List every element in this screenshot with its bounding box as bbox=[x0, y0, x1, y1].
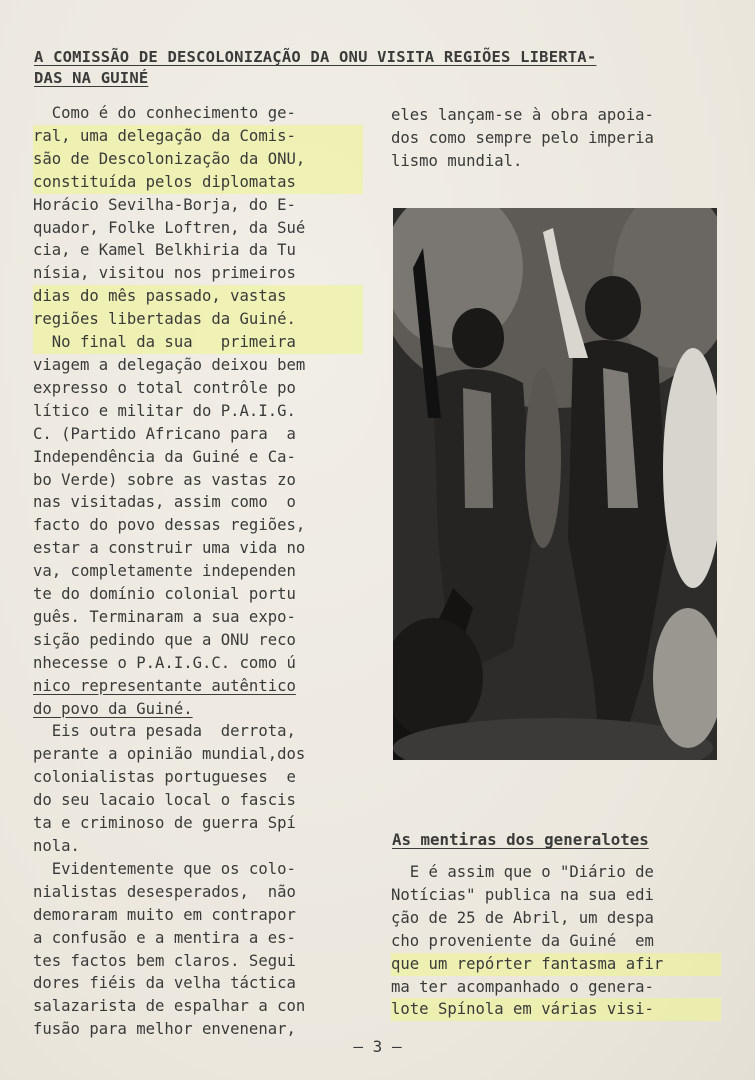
text-line: sição pedindo que a ONU reco bbox=[33, 630, 296, 649]
text-line: cho proveniente da Guiné em bbox=[391, 931, 654, 950]
text-line: do seu lacaio local o fascis bbox=[33, 791, 296, 810]
text-line: que um repórter fantasma afir bbox=[391, 953, 721, 976]
text-line: ção de 25 de Abril, um despa bbox=[391, 908, 654, 927]
text-line: Horácio Sevilha-Borja, do E- bbox=[33, 195, 296, 214]
text-line: C. (Partido Africano para a bbox=[33, 424, 296, 443]
text-line: dores fiéis da velha táctica bbox=[33, 974, 296, 993]
photo-figures bbox=[393, 208, 717, 760]
guerrilla-fighters-photo bbox=[393, 208, 717, 760]
page-number: — 3 — bbox=[353, 1037, 402, 1056]
text-line: lote Spínola em várias visi- bbox=[391, 998, 721, 1021]
text-line: são de Descolonização da ONU, bbox=[33, 148, 363, 171]
right-column-top bbox=[391, 104, 721, 173]
text-line: Eis outra pesada derrota, bbox=[33, 722, 296, 741]
text-line: lítico e militar do P.A.I.G. bbox=[33, 401, 296, 420]
text-line: do povo da Guiné. bbox=[33, 699, 193, 718]
text-line: perante a opinião mundial,dos bbox=[33, 745, 306, 764]
text-line: nísia, visitou nos primeiros bbox=[33, 264, 296, 283]
text-line: Evidentemente que os colo- bbox=[33, 859, 296, 878]
text-line: tes factos bem claros. Segui bbox=[33, 951, 296, 970]
text-line: Como é do conhecimento ge- bbox=[33, 104, 296, 122]
text-line: constituída pelos diplomatas bbox=[33, 171, 363, 194]
subheading-generalotes: As mentiras dos generalotes bbox=[392, 830, 649, 849]
text-line: colonialistas portugueses e bbox=[33, 768, 296, 787]
text-line: nas visitadas, assim como o bbox=[33, 493, 296, 512]
text-line: nola. bbox=[33, 837, 80, 855]
headline-line-1: A COMISSÃO DE DESCOLONIZAÇÃO DA ONU VISITA REGIÕES LIBERTA- bbox=[34, 48, 597, 66]
text-line: salazarista de espalhar a con bbox=[33, 997, 306, 1016]
text-line: No final da sua primeira bbox=[33, 331, 363, 354]
text-line: E é assim que o "Diário de bbox=[391, 863, 654, 881]
text-line: bo Verde) sobre as vastas zo bbox=[33, 470, 296, 489]
text-line: a confusão e a mentira a es- bbox=[33, 928, 296, 947]
text-line: cia, e Kamel Belkhiria da Tu bbox=[33, 241, 296, 260]
text-line: ma ter acompanhado o genera- bbox=[391, 977, 654, 996]
text-line: regiões libertadas da Guiné. bbox=[33, 308, 363, 331]
text-line: viagem a delegação deixou bem bbox=[33, 355, 306, 374]
text-line: nico representante autêntico bbox=[33, 676, 296, 695]
text-line: ta e criminoso de guerra Spí bbox=[33, 814, 296, 833]
article-headline bbox=[34, 47, 724, 89]
text-line: expresso o total contrôle po bbox=[33, 378, 296, 397]
text-line: dias do mês passado, vastas bbox=[33, 285, 363, 308]
left-column bbox=[33, 102, 363, 1041]
text-line: dos como sempre pelo imperia bbox=[391, 128, 654, 147]
text-line: demoraram muito em contrapor bbox=[33, 905, 296, 924]
text-line: ral, uma delegação da Comis- bbox=[33, 125, 363, 148]
text-line: quador, Folke Loftren, da Sué bbox=[33, 218, 306, 237]
text-line: Notícias" publica na sua edi bbox=[391, 885, 654, 904]
text-line: nhecesse o P.A.I.G.C. como ú bbox=[33, 653, 296, 672]
headline-line-2: DAS NA GUINÉ bbox=[34, 69, 149, 87]
text-line: facto do povo dessas regiões, bbox=[33, 516, 306, 535]
text-line: nialistas desesperados, não bbox=[33, 882, 296, 901]
text-line: te do domínio colonial portu bbox=[33, 585, 296, 604]
text-line: guês. Terminaram a sua expo- bbox=[33, 607, 296, 626]
text-line: estar a construir uma vida no bbox=[33, 539, 306, 558]
text-line: va, completamente independen bbox=[33, 562, 296, 581]
text-line: lismo mundial. bbox=[391, 151, 523, 170]
text-line: eles lançam-se à obra apoia- bbox=[391, 106, 654, 124]
text-line: Independência da Guiné e Ca- bbox=[33, 447, 296, 466]
right-column-bottom bbox=[391, 861, 721, 1021]
text-line: fusão para melhor envenenar, bbox=[33, 1020, 296, 1039]
